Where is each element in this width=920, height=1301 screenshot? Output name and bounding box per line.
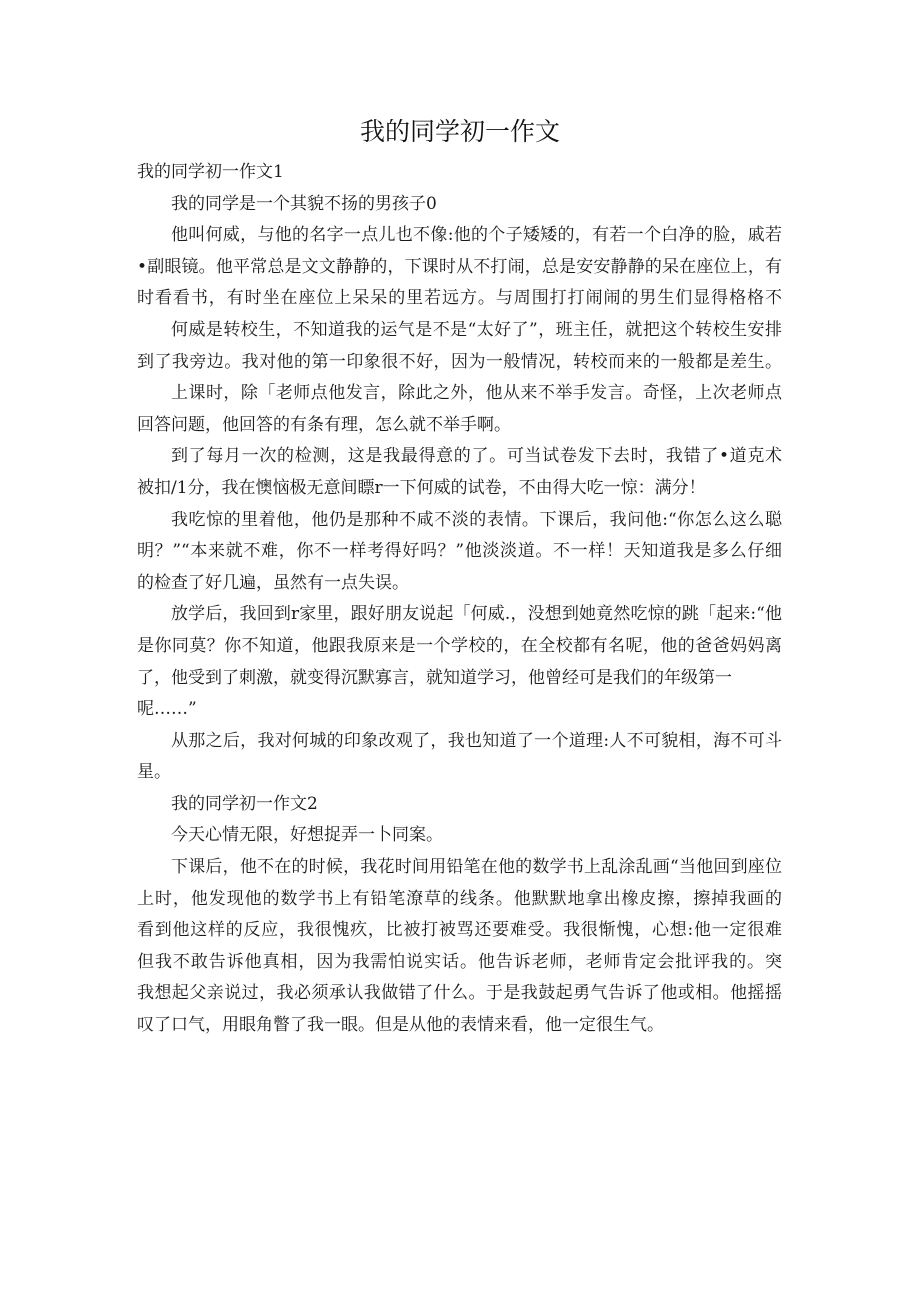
text-line: 放学后，我回到r家里，跟好朋友说起「何威.，没想到她竟然吃惊的跳「起来:“他 [171,604,782,625]
text-line: •副眼镜。他平常总是文文静静的，下课时从不打闹，总是安安静静的呆在座位上，有 [137,256,782,277]
text-line: 我吃惊的里着他，他仍是那种不咸不淡的表情。下课后，我问他:“你怎么这么聪 [171,509,782,530]
text-line: 星。 [137,762,171,783]
text-line: 他叫何威，与他的名字一点儿也不像:他的个子矮矮的，有若一个白净的脸，戚若 [171,225,782,246]
text-line: 我想起父亲说过，我必须承认我做错了什么。于是我鼓起勇气告诉了他或相。他摇摇 [137,983,782,1004]
text-line: 被扣/1分，我在懊恼极无意间瞟r一下何威的试卷，不由得大吃一惊：满分！ [137,477,706,498]
text-line: 时看看书，有时坐在座位上呆呆的里若远方。与周围打打闹闹的男生们显得格格不 [137,288,782,309]
text-line: 到了每月一次的检测，这是我最得意的了。可当试卷发下去时，我错了•道克术 [171,446,782,467]
text-line: 回答问题，他回答的有条有理，怎么就不举手啊。 [137,414,511,435]
text-line: 从那之后，我对何城的印象改观了，我也知道了一个道理:人不可貌相，海不可斗 [171,730,782,751]
text-line: 但我不敢告诉他真相，因为我需怕说实话。他告诉老师，老师肯定会批评我的。突 [137,951,782,972]
text-line: 我的同学初一作文2 [171,793,318,814]
text-line: 是你同莫？你不知道，他跟我原来是一个学校的，在全校都有名呢，他的爸爸妈妈离 [137,635,782,656]
text-line: 明？”“本来就不难，你不一样考得好吗？”他淡淡道。不一样！天知道我是多么仔细 [137,541,782,562]
text-line: 叹了口气，用眼角瞥了我一眼。但是从他的表情来看，他一定很生气。 [137,1015,664,1036]
text-line: 呢……” [137,699,197,720]
text-line: 的检查了好几遍，虽然有一点失误。 [137,572,409,593]
text-line: 何威是转校生，不知道我的运气是不是“太好了”，班主任，就把这个转校生安排 [171,319,782,340]
text-line: 我的同学初一作文1 [137,162,284,182]
document-title: 我的同学初一作文 [359,117,560,146]
text-line: 看到他这样的反应，我很愧疚，比被打被骂还要难受。我很惭愧，心想:他一定很难 [137,920,782,941]
text-line: 了，他受到了刺激，就变得沉默寡言，就知道学习，他曾经可是我们的年级第一 [137,667,732,688]
document-body [137,157,782,1042]
text-line: 上时，他发现他的数学书上有铅笔潦草的线条。他默默地拿出橡皮擦，擦掉我画的 [137,888,782,909]
text-line: 今天心情无限，好想捉弄一卜同案。 [171,825,443,846]
text-line: 下课后，他不在的时候，我花时间用铅笔在他的数学书上乱涂乱画“当他回到座位 [171,857,782,878]
text-line: 我的同学是一个其貌不扬的男孩子0 [171,193,437,214]
text-line: 上课时，除「老师点他发言，除此之外，他从来不举手发言。奇怪，上次老师点 [171,383,782,404]
text-line: 到了我旁边。我对他的第一印象很不好，因为一般情况，转校而来的一般都是差生。 [137,351,782,372]
